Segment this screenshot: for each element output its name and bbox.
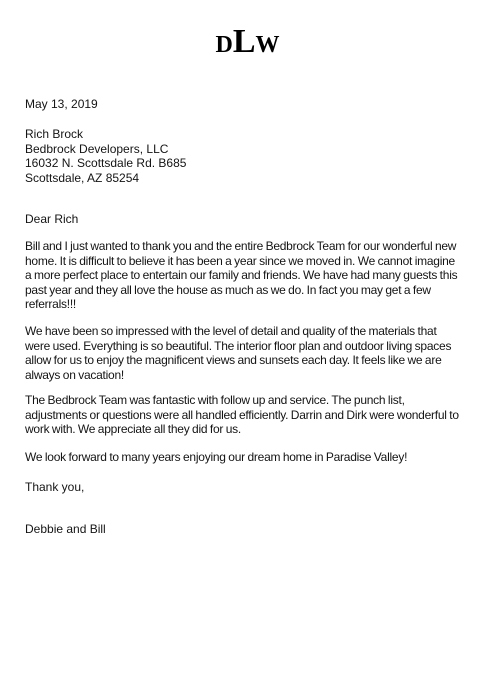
recipient-city-state-zip: Scottsdale, AZ 85254 [25,170,140,185]
closing-line: Thank you, [25,480,85,494]
body-paragraph-4: We look forward to many years enjoying our dream home in Paradise Valley! [25,450,408,464]
body-paragraph-3: The Bedbrock Team was fantastic with follow up and service. The punch list, adjustments or questions were all handled efficiently. Darrin and Dirk were wonderful to work with. We appreciate all they did for us. [25,393,459,436]
monogram-letter-left: D [215,32,233,58]
body-paragraph-1: Bill and I just wanted to thank you and the entire Bedbrock Team for our wonderful new home. It is difficult to believe it has been a year since we moved in. We cannot imagine a more perfect place to entertain our family and friends. We have had many guests this past year and they all love the house as much as we do. In fact you may get a few referrals!!! [25,239,458,311]
recipient-street: 16032 N. Scottsdale Rd. B685 [25,156,187,170]
monogram-letter-right: W [255,32,280,58]
letter-date: May 13, 2019 [25,97,98,111]
recipient-company: Bedbrock Developers, LLC [25,141,169,156]
monogram-letter-center: L [232,23,256,60]
recipient-name: Rich Brock [25,127,84,141]
salutation: Dear Rich [25,212,79,226]
recipient-address-block [25,127,186,185]
monogram-logo [0,25,495,59]
signature-names: Debbie and Bill [25,522,106,536]
body-paragraph-2: We have been so impressed with the level of detail and quality of the materials that were used. Everything is so beautiful. The interior floor plan and outdoor living spaces allow for us to enjoy the magnificent views and sunsets each day. It feels like we are always on vacation! [25,324,452,382]
